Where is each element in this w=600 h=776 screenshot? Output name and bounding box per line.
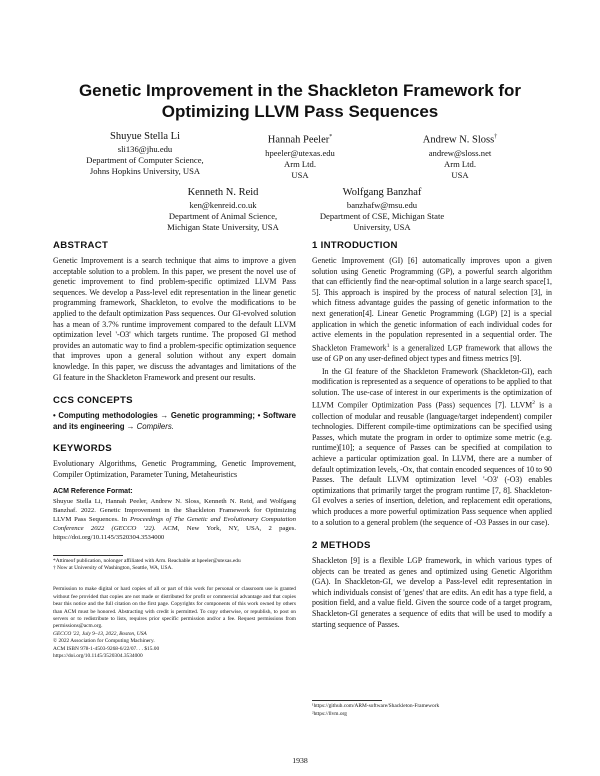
keywords-heading: KEYWORDS <box>53 443 112 455</box>
author-2 <box>225 130 375 181</box>
methods-heading: 2 METHODS <box>312 540 371 552</box>
author-affiliation: Arm Ltd. <box>284 158 316 169</box>
paper-title: Genetic Improvement in the Shackleton Framework for Optimizing LLVM Pass Sequences <box>78 81 522 121</box>
author-email: hpeeler@utexas.edu <box>265 147 335 158</box>
footnote-1: ¹https://github.com/ARM-software/Shackleton-Framework <box>312 703 440 710</box>
reference-post: ACM, New York, NY, USA, 2 pages. https://doi.org/10.1145/3520304.3534000 <box>53 525 296 542</box>
intro-text: In the GI feature of the Shackleton Framework (Shackleton-GI), each modification is represented as a sequence of operations to be applied to that solution. The use-case of interest in our experiments is the optimization of LLVM Compiler Optimization Pass (Pass) sequences [7]. LLVM <box>312 366 552 410</box>
author-affiliation: Arm Ltd. <box>444 158 476 169</box>
author-affiliation: Johns Hopkins University, USA <box>89 166 201 176</box>
author-name: Hannah Peeler <box>267 134 330 146</box>
author-affiliation: University, USA <box>353 222 411 232</box>
intro-text: is a collection of modular and reusable (language/target independent) compiler technologies. Different compile-time optimizations can be specified using Passes, which mutate the program in order to optimize some metric (e.g. runtime)[10]; a sequence of Passes can be specified at compilation to achieve a particular optimization goal. In LLVM, there are a number of default optimization levels, -Ox, that contain encoded sequences of 10 to 90 Passes. The default LLVM optimization level '-O3' (-O3) enables optimizations that primarily target the program runtime [7, 8]. Shackleton-GI evolves a series of insertion, deletion, and replacement edit operations, which produces a more powerful optimization Pass sequence when applied to a solution to a general problem (the sequence of -O3 Passes in our case). <box>312 400 552 527</box>
author-name: Kenneth N. Reid <box>187 187 259 198</box>
author-4 <box>148 186 298 233</box>
copyright-line: © 2022 Association for Computing Machinery. <box>53 638 155 645</box>
permission-block <box>53 586 296 660</box>
abstract-text: Genetic Improvement is a search technique that aims to improve a given acceptable solution to a problem. In this paper, we present the novel use of genetic improvement to find problem-specific optimized LLVM Pass sequences. We develop a Pass-level edit representation in the linear genetic programming framework, Shackleton, to evolve the modifications to be applied to the default optimization Pass sequences. Our GI-evolved solution has a mean of 3.7% runtime improvement compared to the default LLVM optimization level '-O3' which targets runtime. The proposed GI method provides an automatic way to find a problem-specific optimization sequence that improves upon a general solution without any expert domain knowledge. In this paper, we discuss the advantages and limitations of the GI feature in the Shackleton Framework and present our results. <box>53 256 296 382</box>
author-email: banzhafw@msu.edu <box>346 200 418 210</box>
intro-text: is a generalized LGP framework that allows the use of GP on any user-defined object types and fitness metrics [9]. <box>312 343 552 363</box>
author-affiliation: Michigan State University, USA <box>167 222 279 232</box>
conference-line: GECCO '22, July 9–13, 2022, Boston, USA <box>53 630 147 637</box>
author-affiliation: USA <box>451 169 469 180</box>
footnote-2: ²https://llvm.org <box>312 710 347 717</box>
author-mark: * <box>329 134 333 140</box>
reference-heading: ACM Reference Format: <box>53 487 133 495</box>
author-email: sli136@jhu.edu <box>117 144 173 154</box>
author-affiliation: Department of CSE, Michigan State <box>319 211 445 221</box>
right-column <box>312 240 552 718</box>
affiliation-note: † Now at University of Washington, Seattle, WA, USA. <box>53 564 173 571</box>
abstract-heading: ABSTRACT <box>53 240 109 251</box>
author-mark: † <box>494 134 498 140</box>
author-5 <box>302 186 462 233</box>
intro-text: Genetic Improvement (GI) [6] automatically improves upon a given solution using Genetic Programming (GP), a powerful search algorithm that can efficiently find the near-optimal solution in a large search space[1, 5]. This approach is inspired by the process of natural selection [3], in which fitness advantage guides the passing of genetic information to the next generation[4]. Linear Genetic Programming (LGP) [2] is a special application in which the genetic information of each individual codes for active elements in the population represented in a sequential order. The Shackleton Framework <box>312 256 552 353</box>
affiliation-note: *Attimeof publication, nolonger affiliated with Arm. Reachable at hpeeler@utexas.edu <box>53 557 241 564</box>
author-1 <box>70 130 220 177</box>
author-name: Andrew N. Sloss <box>422 134 495 146</box>
author-affiliation: USA <box>291 169 309 180</box>
intro-paragraph-1 <box>312 256 552 365</box>
intro-heading: 1 INTRODUCTION <box>312 240 398 251</box>
author-name: Wolfgang Banzhaf <box>342 187 422 198</box>
ccs-italic: Compilers. <box>136 421 174 431</box>
isbn-line: ACM ISBN 978-1-4503-9268-6/22/07. . . $15.00 <box>53 645 160 652</box>
footnote-mark: 2 <box>532 400 535 407</box>
left-column <box>53 240 296 660</box>
author-affiliation: Department of Animal Science, <box>168 211 278 221</box>
ccs-heading: CCS CONCEPTS <box>53 395 133 407</box>
author-affiliation: Department of Computer Science, <box>86 155 204 165</box>
reference-pre: Shuyue Stella Li, Hannah Peeler, Andrew N. Sloss, Kenneth N. Reid, and Wolfgang Banzhaf. 2022. Genetic Improvement in the Shackleton Framework for Optimizing LLVM Pass Sequences. In <box>53 497 296 523</box>
author-email: ken@kenreid.co.uk <box>189 200 257 210</box>
footnote-mark: 1 <box>386 342 390 349</box>
author-name: Shuyue Stella Li <box>110 131 180 142</box>
ccs-concepts <box>53 411 296 432</box>
footnote-divider <box>312 700 382 701</box>
keywords-text: Evolutionary Algorithms, Genetic Programming, Genetic Improvement, Compiler Optimization, Parameter Tuning, Metaheuristics <box>53 459 296 479</box>
permission-text: Permission to make digital or hard copies of all or part of this work for personal or classroom use is granted without fee provided that copies are not made or distributed for profit or commercial advantage and that copies bear this notice and the full citation on the first page. Copyrights for components of this work owned by others than ACM must be honored. Abstracting with credit is permitted. To copy otherwise, or republish, to post on servers or to redistribute to lists, requires prior specific permission and/or a fee. Request permissions from permissions@acm.org. <box>53 586 296 630</box>
author-3 <box>385 130 535 181</box>
doi-line: https://doi.org/10.1145/3520304.3534000 <box>53 652 143 659</box>
ccs-text: • Computing methodologies → Genetic programming; • Software and its engineering → <box>53 411 296 431</box>
footnote-divider <box>53 555 123 556</box>
reference-venue: Proceedings of The Genetic and Evolutionary Computation Conference 2022 (GECCO '22). <box>53 515 296 533</box>
page-number: 1938 <box>292 756 308 765</box>
methods-text: Shackleton [9] is a flexible LGP framework, in which various types of objects can be treated as genes and optimized using Genetic Algorithm (GA). In Shackleton-GI, we develop a Pass-level edit representation in which individuals consist of 'genes' that are edits. An edit has a type field, a position field, and a value field. Given the source code of a target program, Shackleton-GI generates a sequence of edits that will be used to modify a starting sequence of Passes. <box>312 556 552 629</box>
author-email: andrew@sloss.net <box>428 147 492 158</box>
reference-text <box>53 497 296 543</box>
intro-paragraph-2 <box>312 367 552 529</box>
